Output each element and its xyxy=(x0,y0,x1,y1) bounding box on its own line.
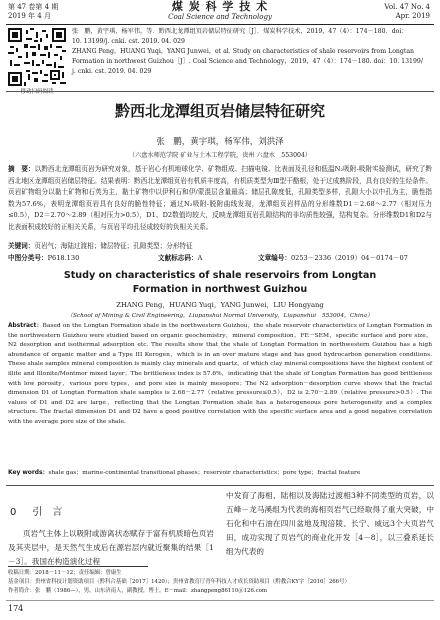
footnote-author: 作者简介：张 鹏（1986—），男，山东济南人，副教授，博士。E－mail：zhangpeng86110＠126.com xyxy=(8,588,267,594)
footer-rule xyxy=(6,600,434,601)
classification-line xyxy=(8,253,432,263)
keywords-cn-label: 关键词： xyxy=(8,242,35,250)
header-center xyxy=(0,2,440,22)
affiliation-cn: （六盘水师范学院 矿业与土木工程学院，贵州 六盘水 553004） xyxy=(128,152,312,159)
abstract-cn-label: 摘 要： xyxy=(8,165,35,173)
running-header xyxy=(0,0,440,24)
journal-name-cn: 煤 炭 科 学 技 术 xyxy=(171,0,269,13)
header-rule xyxy=(6,24,434,25)
citation-cn-line2[interactable]: 10. 13199/j. cnki. cst. 2019. 04. 029 xyxy=(72,38,185,45)
abstract-cn xyxy=(8,164,432,234)
authors-cn: 张 鹏，黄宇琪，杨军伟，刘洪泽 xyxy=(156,137,284,147)
body-right-text: 中发育了海相、陆相以及海陆过渡相3种不同类型的页岩，以五峰－龙马溪组为代表的海相页岩气已经取得了重大突破，中石化和中石油在四川盆地及现涪陵、长宁、威远3个大页岩气田，成功实现了页岩气的商业化开发［4－8］，以三叠系延长组为代表的 xyxy=(226,491,434,556)
clc-code: P618.130 xyxy=(47,254,80,262)
doc-code-label: 文献标志码： xyxy=(158,254,198,262)
keywords-en xyxy=(8,469,432,479)
body-column-right xyxy=(226,489,434,559)
body-left-text: 页岩气主体上以吸附或游离状态赋存于富有机质暗色页岩及其夹层中，是天然气生成后在源岩层内就近聚集的结果［1－3］。我国在构造演化过程 xyxy=(8,529,214,566)
citation-block xyxy=(72,27,434,77)
section-heading xyxy=(10,503,62,518)
article-title-cn: 黔西北龙潭组页岩储层特征研究 xyxy=(114,102,325,120)
header-right xyxy=(384,3,430,21)
article-number-label: 文章编号： xyxy=(258,254,291,262)
authors-en: ZHANG Peng，HUANG Yuqi，YANG Junwei，LIU Hongyang xyxy=(116,301,324,309)
page-number: 174 xyxy=(8,604,24,613)
journal-name-en: Coal Science and Technology xyxy=(168,13,272,21)
date-cn: 2019 年 4 月 xyxy=(8,12,51,20)
volume-en: Vol. 47 No. 4 xyxy=(384,3,430,11)
keywords-cn xyxy=(8,241,432,251)
section-rule xyxy=(6,485,434,486)
keywords-en-text: shale gas；marine-continental transitional phases；reservoir characteristics；pore type；fractal feature xyxy=(48,470,361,476)
volume-cn: 第 47 卷第 4 期 xyxy=(8,3,59,11)
title-en-line1: Study on characteristics of shale reservoirs from Longtan xyxy=(63,270,377,281)
affiliation-en: （School of Mining & Civil Engineering，Liupanshui Normal University，Liupanshui 553004，China） xyxy=(67,313,373,319)
body-column-left xyxy=(8,527,214,569)
footnote-funding: 基金项目：贵州省科技计划资助项目（黔科合基础［2017］1420）；贵州省教育厅青年科技人才成长资助项目（黔教合KY字［2016］266号） xyxy=(8,579,350,585)
article-title-en xyxy=(0,269,440,297)
citation-en-line1: ZHANG Peng，HUANG Yuqi，YANG Junwei，et al. Study on characteristics of shale reservoirs from Longtan xyxy=(72,48,415,55)
footnote-rule xyxy=(8,566,148,567)
citation-en-line2: Formation in northwest Guizhou［J］. Coal Science and Technology，2019，47（4）：174－180. doi：10. 13199/ xyxy=(72,58,423,65)
keywords-cn-text: 页岩气；海陆过渡相；储层特征；孔隙类型；分形特征 xyxy=(34,242,193,250)
abstract-en-label: Abstract： xyxy=(8,323,43,329)
abstract-en-text: Based on the Longtan Formation shale in the northwestern Guizhou，the shale reservoir characteristics of Longtan Formation in the northwestern Guizhou were studied based on organic geochemistry，mineral composition，FE－SEM，specific surface and pore size，N2 desorption and isothermal adsorption etc. The results show that the shale of Longtan Formation in northwestern Guizhou has a high abundance of organic matter and a Type III Kerogen，which is in an over mature stage and has good hydrocarbon generation conditions. These shale samples mineral composition is mainly clay minerals and quartz，of which clay mineral compositions have the highest content of illite and Illonite/Montmor mixed layer；The brittleness index is 57.6%，indicating that the shale of Longtan Formation has good brittleness with low porosity，various pore types，and pore size is mainly mesopore；The N2 adsorption－desorption curve shows that the fractal dimension D1 of Longtan Formation shale samples is 2.68－2.77（relative pressure≤0.5），D2 is 2.70－2.89（relative pressure>0.5）. The values of D1 and D2 are large，reflecting that the Longtan Formation shale has a heterogeneous pore heterogeneity and a complex structure. The fractal dimension D1 and D2 have a good positive correlation with the specific surface area and a good negative correlation with the average pore size of the shale. xyxy=(8,323,432,425)
doc-code: A xyxy=(197,254,203,262)
citation-rule xyxy=(6,91,434,92)
citation-en-line3[interactable]: j. cnki. cst. 2019. 04. 029 xyxy=(72,68,152,75)
date-en: Apr. 2019 xyxy=(395,12,430,20)
article-number: 0253－2336（2019）04－0174－07 xyxy=(290,254,408,262)
footnote-received: 收稿日期：2018－11－12；责任编辑：曾康生 xyxy=(8,570,122,576)
abstract-cn-text: 以黔西北龙潭组页岩为研究对象，基于岩心有机地球化学、矿物组成、扫描电镜、比表面及孔径和低温N₂吸附-吸附实验测试，研究了黔西北地区龙潭组页岩储层特征。结果表明：黔西北龙潭组页岩有机质丰度高，有机质类型为Ⅲ型干酪根，处于过成熟阶段，具有良好的生烃条件。页岩矿物组分以黏土矿物和石英为主，黏土矿物中以伊利石和伊/蒙混层含量最高；储层孔隙度低，孔隙类型多样，孔隙大小以中孔为主，脆性指数为57.6%，表明龙潭组页岩具有良好的脆性特征；通过N₂吸附-脱附曲线发现，龙潭组页岩样品的分形维数D1＝2.68～2.77（相对压力≤0.5），D2＝2.70～2.89（相对压力>0.5），D1、D2数值均较大，反映龙潭组页岩孔隙结构的非均质性较强，结构复杂。分形维数D1和D2与比表面积成较好的正相关关系，与页岩平均孔径成较好的负相关关系。 xyxy=(8,165,433,231)
citation-cn-line1: 张 鹏，黄宇琪，杨军伟，等．黔西北龙潭组页岩储层特征研究［J］．煤炭科学技术，2019，47（4）：174－180．doi： xyxy=(72,28,408,35)
abstract-en xyxy=(8,322,432,428)
keywords-en-label: Key words： xyxy=(8,470,49,476)
section-title: 引 言 xyxy=(32,507,63,518)
qr-caption: 移动扫码阅读 xyxy=(20,89,54,95)
qr-code-icon[interactable] xyxy=(8,28,66,86)
clc-label: 中图分类号： xyxy=(8,254,48,262)
title-en-line2: Formation in northwest Guizhou xyxy=(132,284,308,295)
section-number: 0 xyxy=(10,507,17,518)
